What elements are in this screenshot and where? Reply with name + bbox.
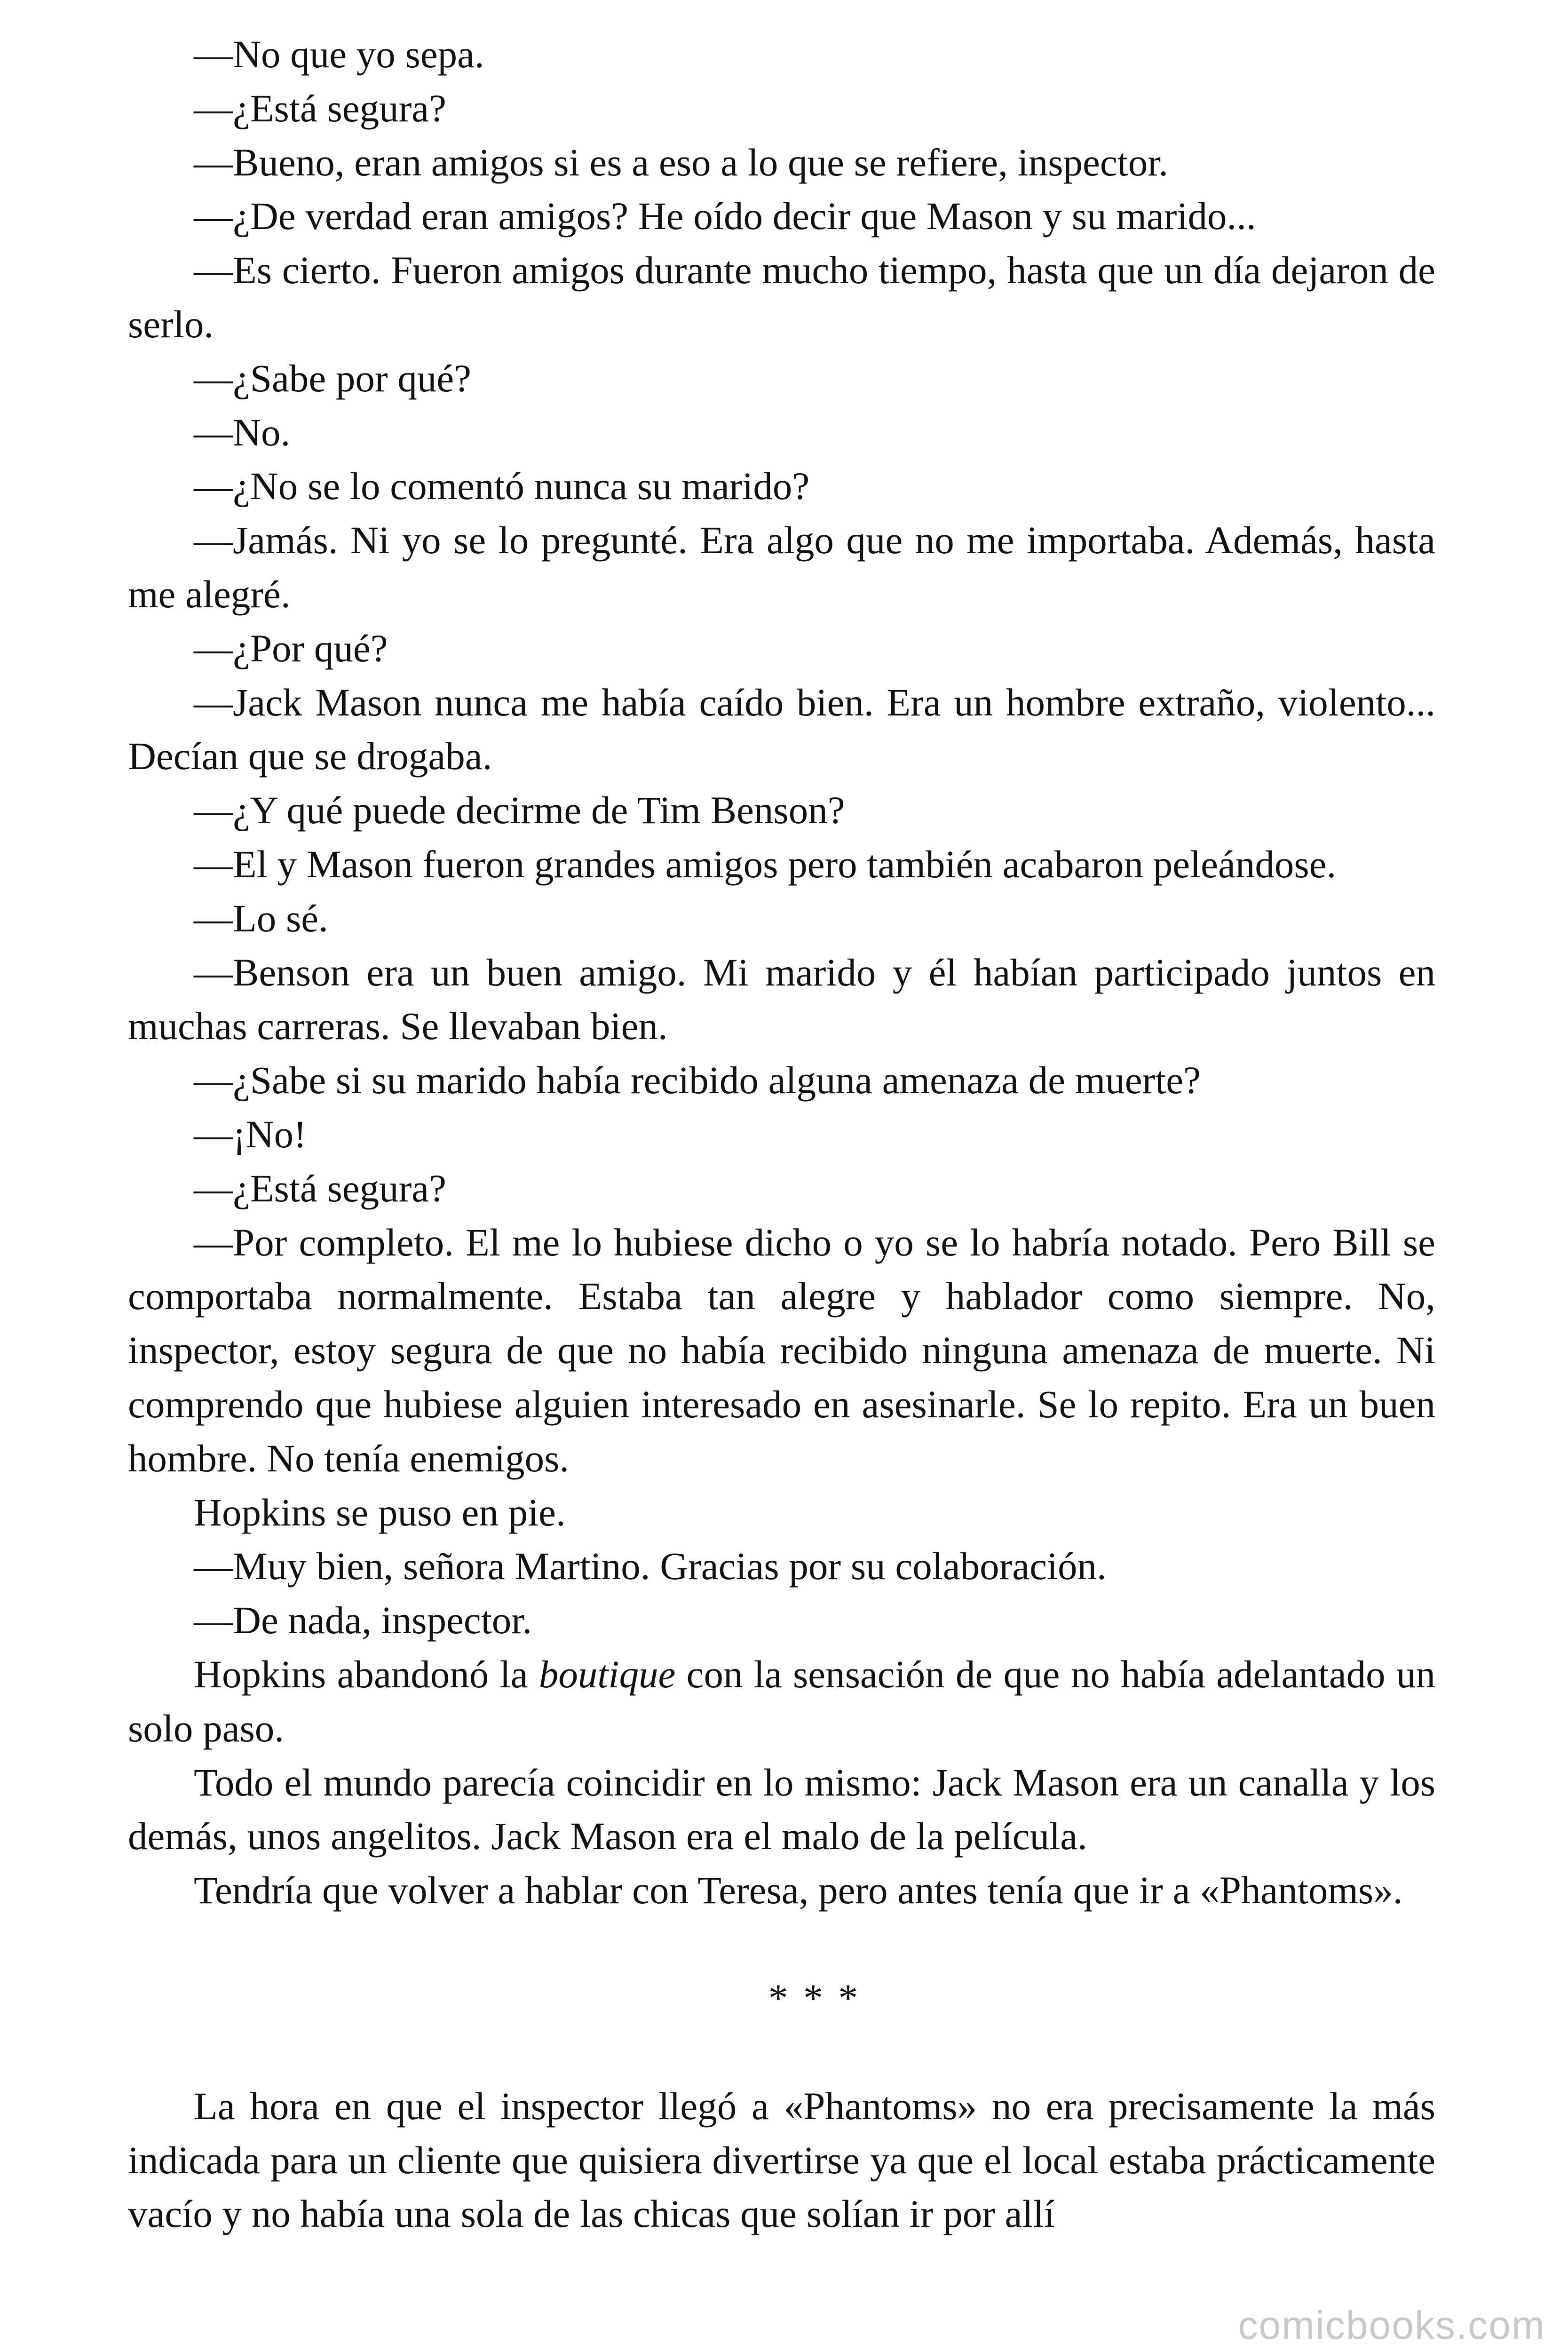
paragraph: —El y Mason fueron grandes amigos pero también acabaron peleándose.	[194, 842, 1337, 886]
paragraph: —No que yo sepa.	[194, 32, 484, 76]
paragraph: —Jack Mason nunca me había caído bien. Era un hombre extraño, violento... Decían que se drogaba.	[128, 680, 1435, 778]
section-separator: * * *	[768, 1976, 861, 2020]
watermark: comicbooks.com	[1238, 2303, 1545, 2347]
paragraph: —¿De verdad eran amigos? He oído decir que Mason y su marido...	[194, 194, 1256, 238]
paragraph: —¿Y qué puede decirme de Tim Benson?	[194, 788, 845, 832]
paragraph: —¿Está segura?	[194, 86, 446, 130]
paragraph: —Es cierto. Fueron amigos durante mucho tiempo, hasta que un día dejaron de serlo.	[128, 248, 1435, 346]
final-paragraph: La hora en que el inspector llegó a «Phantoms» no era precisamente la más indicada para un cliente que quisiera divertirse ya que el local estaba prácticamente vacío y no había una sola de las chicas que solían ir por allí	[128, 2084, 1435, 2236]
book-page	[128, 27, 1435, 2241]
paragraph: Hopkins se puso en pie.	[194, 1490, 566, 1534]
paragraph: —¿Sabe por qué?	[194, 356, 471, 400]
paragraph: —Muy bien, señora Martino. Gracias por su colaboración.	[194, 1544, 1107, 1588]
paragraph: —Bueno, eran amigos si es a eso a lo que se refiere, inspector.	[194, 140, 1169, 184]
paragraph: —Por completo. El me lo hubiese dicho o yo se lo habría notado. Pero Bill se comportaba normalmente. Estaba tan alegre y hablador como siempre. No, inspector, estoy segura de que no había recibido ninguna amenaza de muerte. Ni comprendo que hubiese alguien interesado en asesinarle. Se lo repito. Era un buen hombre. No tenía enemigos.	[128, 1220, 1435, 1480]
paragraph: —¿Sabe si su marido había recibido alguna amenaza de muerte?	[194, 1058, 1201, 1102]
dialogue-section	[128, 27, 1435, 1917]
paragraph: —¿Está segura?	[194, 1166, 446, 1210]
paragraph: —¿Por qué?	[194, 626, 388, 670]
paragraph: —¡No!	[194, 1112, 307, 1156]
paragraph	[128, 1647, 1435, 1756]
paragraph-text: Hopkins abandonó la	[194, 1652, 539, 1696]
paragraph: Tendría que volver a hablar con Teresa, pero antes tenía que ir a «Phantoms».	[194, 1868, 1403, 1912]
paragraph-text: con la sensación de que no había adelantado un solo paso.	[128, 1652, 1435, 1750]
paragraph: Todo el mundo parecía coincidir en lo mismo: Jack Mason era un canalla y los demás, unos angelitos. Jack Mason era el malo de la película.	[128, 1760, 1435, 1858]
paragraph: —¿No se lo comentó nunca su marido?	[194, 464, 810, 508]
italic-word: boutique	[539, 1652, 676, 1696]
paragraph: —De nada, inspector.	[194, 1598, 532, 1642]
paragraph: —Lo sé.	[194, 896, 328, 940]
paragraph: —Benson era un buen amigo. Mi marido y él habían participado juntos en muchas carreras. Se llevaban bien.	[128, 950, 1435, 1048]
paragraph: —No.	[194, 410, 291, 454]
paragraph: —Jamás. Ni yo se lo pregunté. Era algo que no me importaba. Además, hasta me alegré.	[128, 518, 1435, 616]
